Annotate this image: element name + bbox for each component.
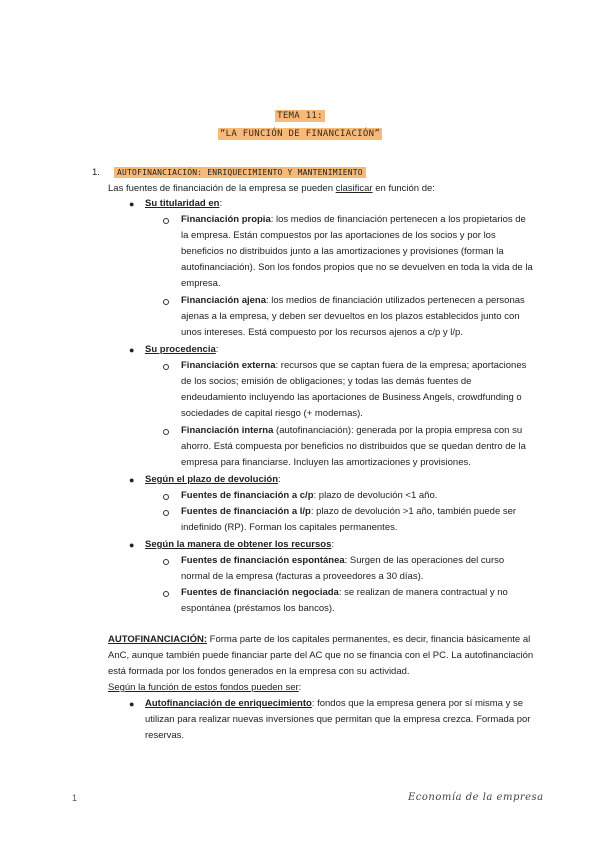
circle-bullet-icon	[163, 364, 169, 370]
footer-title: Economía de la empresa	[408, 792, 544, 803]
text-line: está formada por los fondos generados en la empresa con su actividad.	[108, 666, 410, 677]
text-line: endeudamiento incluyendo las aportaciones de Business Angels, crowdfunding o	[181, 392, 522, 403]
text-line: ajenas a la empresa, y deben ser devueltos en los plazos establecidos junto con	[181, 311, 520, 322]
group-manera: Según la manera de obtener los recursos:	[145, 539, 335, 550]
group-plazo: Según el plazo de devolución:	[145, 474, 281, 485]
text-line: empresa.	[181, 278, 221, 289]
item-financiacion-ajena: Financiación ajena: los medios de financiación utilizados pertenecen a personas	[181, 295, 525, 306]
text-line: sociedades de capital riesgo (+ modernas).	[181, 408, 363, 419]
intro-text: Las fuentes de financiación de la empresa se pueden clasificar en función de:	[108, 183, 435, 194]
text-line: de los socios; emisión de obligaciones; y todas las demás fuentes de	[181, 376, 472, 387]
bullet-icon: ●	[129, 699, 135, 709]
circle-bullet-icon	[163, 218, 169, 224]
circle-bullet-icon	[163, 591, 169, 597]
text-line: empresa para financiarse. Incluyen las amortizaciones y provisiones.	[181, 457, 471, 468]
item-financiacion-propia: Financiación propia: los medios de financiación pertenecen a los propietarios de	[181, 214, 526, 225]
item-enriquecimiento: Autofinanciación de enriquecimiento: fondos que la empresa genera por sí misma y se	[145, 698, 524, 709]
circle-bullet-icon	[163, 559, 169, 565]
page-number: 1	[72, 793, 78, 803]
group-procedencia: Su procedencia:	[145, 344, 219, 355]
text-line: beneficios no distribuidos junto a las amortizaciones y provisiones (forman la	[181, 246, 504, 257]
text-line: reservas.	[145, 730, 185, 741]
bullet-icon: ●	[129, 540, 135, 550]
section-heading: 1. AUTOFINANCIACIÓN: ENRIQUECIMIENTO Y MANTENIMIENTO	[92, 167, 366, 178]
text-line: espontánea (préstamos los bancos).	[181, 603, 335, 614]
bullet-icon: ●	[129, 475, 135, 485]
autofinanciacion-subheading: Según la función de estos fondos pueden ser:	[108, 682, 302, 693]
circle-bullet-icon	[163, 510, 169, 516]
text-line: AnC, aunque también puede financiar parte del AC que no se financia con el PC. La autofinanciación	[108, 650, 534, 661]
title-line-2: “LA FUNCIÓN DE FINANCIACIÓN”	[219, 129, 381, 139]
circle-bullet-icon	[163, 494, 169, 500]
item-financiacion-interna: Financiación interna (autofinanciación): generada por la propia empresa con su	[181, 425, 523, 436]
classify-link: clasificar	[335, 183, 373, 194]
title-line-1: TEMA 11:	[277, 111, 323, 121]
autofinanciacion-paragraph: AUTOFINANCIACIÓN: Forma parte de los capitales permanentes, es decir, financia básicamente al	[108, 634, 531, 645]
item-fuentes-cp: Fuentes de financiación a c/p: plazo de devolución <1 año.	[181, 490, 438, 501]
item-negociada: Fuentes de financiación negociada: se realizan de manera contractual y no	[181, 587, 508, 598]
text-line: autofinanciación). Son los fondos propios que no se devuelven en toda la vida de la	[181, 262, 533, 273]
circle-bullet-icon	[163, 299, 169, 305]
group-titularidad: Su titularidad en:	[145, 198, 223, 209]
text-line: la empresa. Están compuestos por las aportaciones de los socios y por los	[181, 230, 496, 241]
item-fuentes-lp: Fuentes de financiación a l/p: plazo de devolución >1 año, también puede ser	[181, 506, 517, 517]
bullet-icon: ●	[129, 199, 135, 209]
bullet-icon: ●	[129, 345, 135, 355]
text-line: ahorro. Está compuesta por beneficios no distribuidos que se quedan dentro de la	[181, 441, 526, 452]
circle-bullet-icon	[163, 429, 169, 435]
item-financiacion-externa: Financiación externa: recursos que se captan fuera de la empresa; aportaciones	[181, 360, 527, 371]
text-line: utilizan para realizar nuevas inversiones que permitan que la empresa crezca. Formada por	[145, 714, 531, 725]
text-line: normal de la empresa (facturas a proveedores a 30 días).	[181, 571, 424, 582]
text-line: indefinido (RP). Forman los capitales permanentes.	[181, 522, 398, 533]
item-espontanea: Fuentes de financiación espontánea: Surgen de las operaciones del curso	[181, 555, 505, 566]
text-line: unos intereses. Está compuesto por los recursos ajenos a c/p y l/p.	[181, 327, 463, 338]
